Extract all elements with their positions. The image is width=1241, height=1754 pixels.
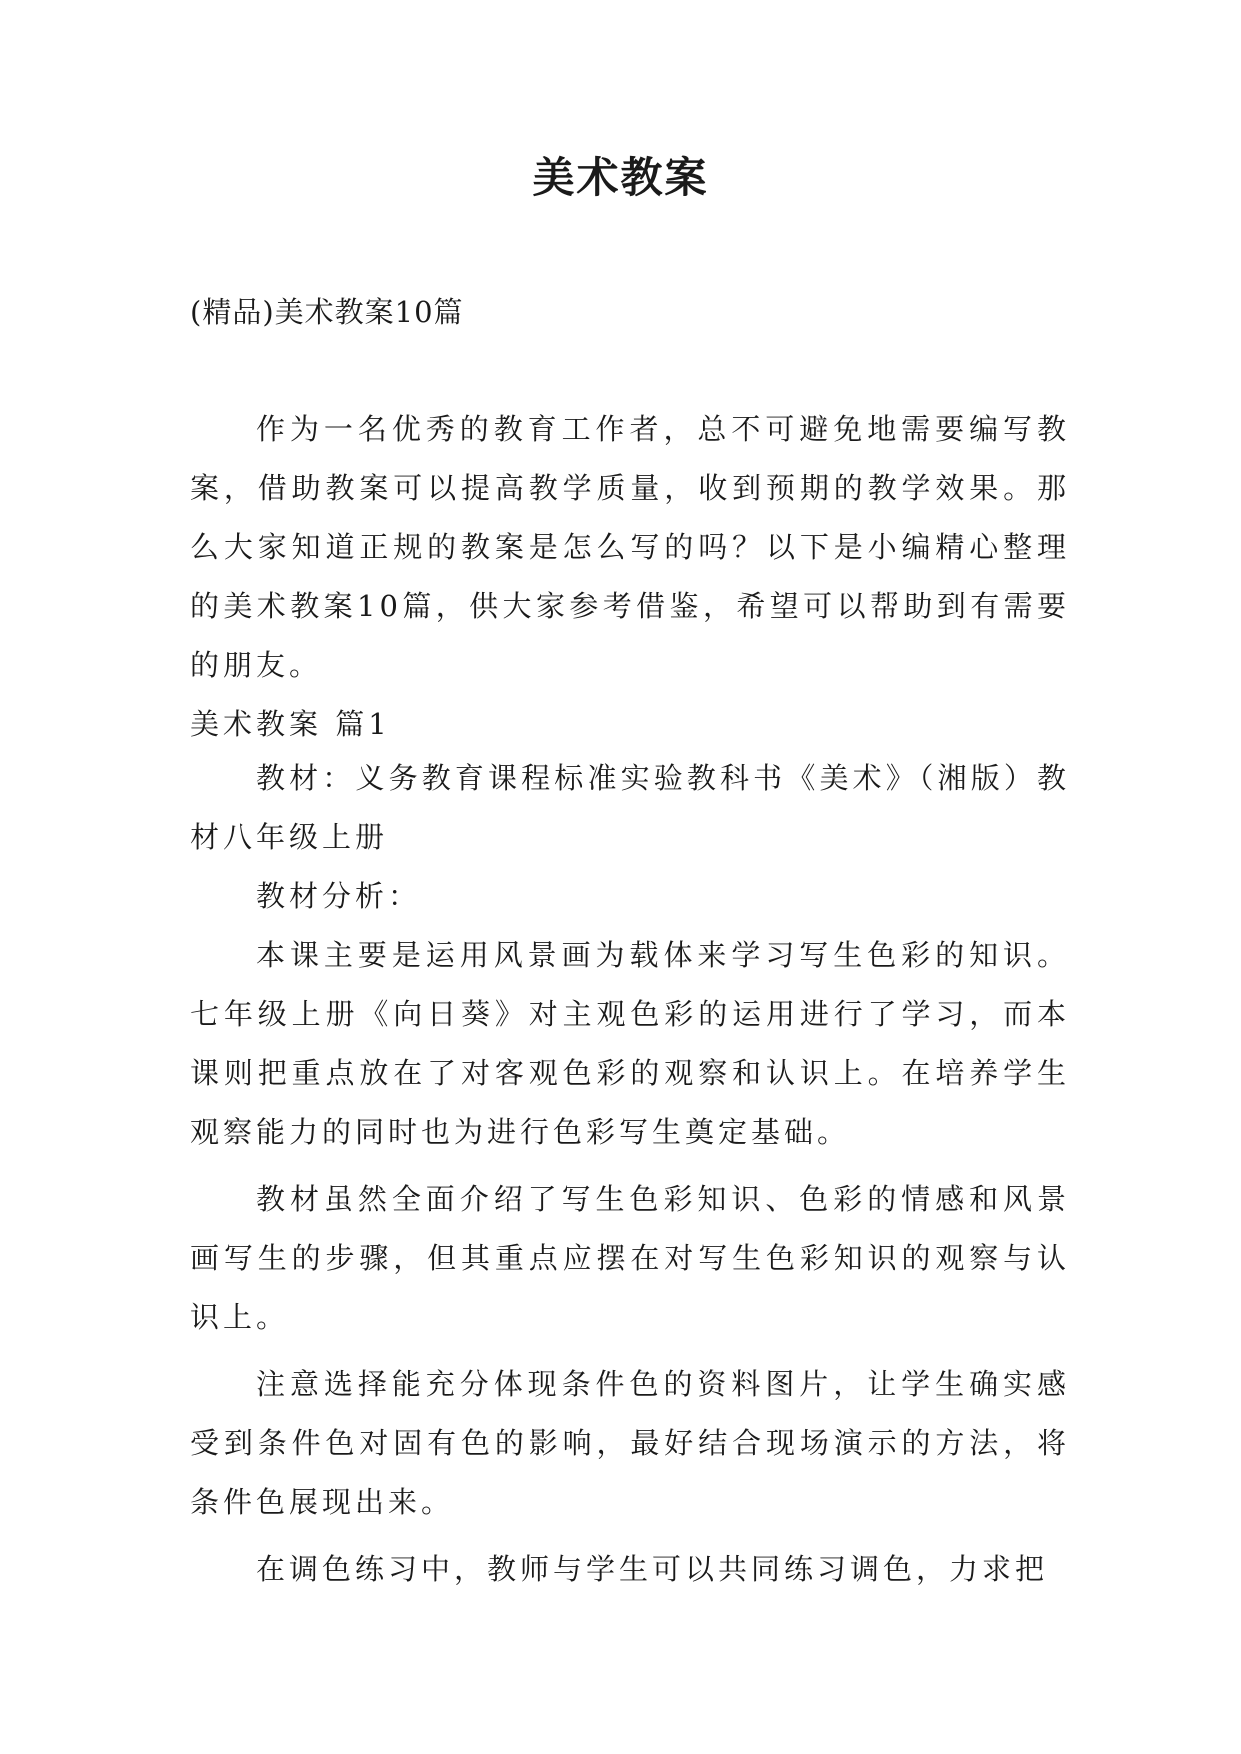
analysis-paragraph-3: 注意选择能充分体现条件色的资料图片，让学生确实感受到条件色对固有色的影响，最好结合现场演示的方法，将条件色展现出来。	[190, 1367, 1070, 1519]
analysis-label: 教材分析：	[256, 879, 422, 913]
intro-paragraph: 作为一名优秀的教育工作者，总不可避免地需要编写教案，借助教案可以提高教学质量，收到预期的教学效果。那么大家知道正规的教案是怎么写的吗？以下是小编精心整理的美术教案10篇，供大家参考借鉴，希望可以帮助到有需要的朋友。	[190, 412, 1070, 682]
document-body	[190, 400, 1070, 1599]
analysis-paragraph-1: 本课主要是运用风景画为载体来学习写生色彩的知识。七年级上册《向日葵》对主观色彩的运用进行了学习，而本课则把重点放在了对客观色彩的观察和认识上。在培养学生观察能力的同时也为进行色彩写生奠定基础。	[190, 938, 1070, 1149]
document-title: 美术教案	[532, 153, 709, 202]
analysis-paragraph-2: 教材虽然全面介绍了写生色彩知识、色彩的情感和风景画写生的步骤，但其重点应摆在对写生色彩知识的观察与认识上。	[190, 1182, 1070, 1334]
textbook-paragraph: 教材：义务教育课程标准实验教科书《美术》（湘版）教材八年级上册	[190, 761, 1070, 854]
document-subtitle: (精品)美术教案10篇	[190, 295, 464, 329]
section-heading: 美术教案 篇1	[190, 707, 391, 741]
analysis-paragraph-4: 在调色练习中，教师与学生可以共同练习调色，力求把	[256, 1552, 1049, 1586]
